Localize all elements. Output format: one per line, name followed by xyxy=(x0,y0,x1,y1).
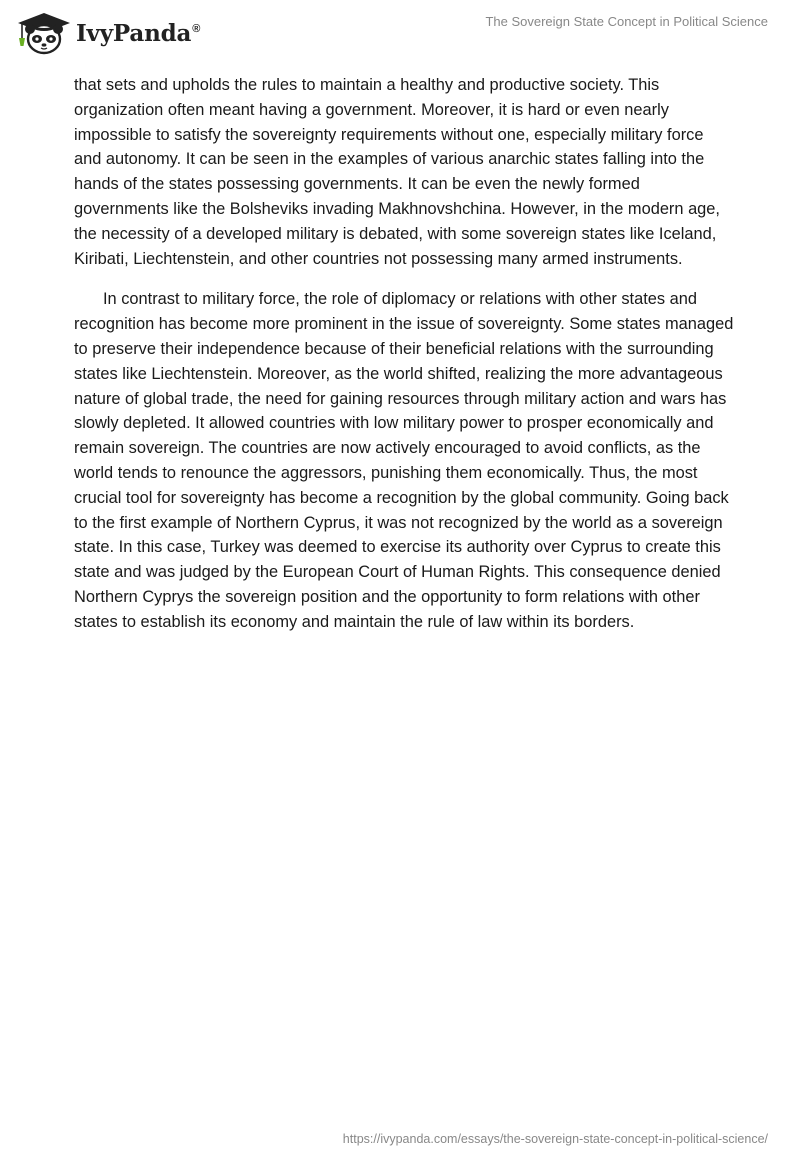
paragraph-1: that sets and upholds the rules to maintain a healthy and productive society. This organization often meant having a government. Moreover, it is hard or even nearly impossible to satisfy the sovereignty requirements without one, especially military force and autonomy. It can be seen in the examples of various anarchic states falling into the hands of the states possessing governments. It can be even the newly formed governments like the Bolsheviks invading Makhnovshchina. However, in the modern age, the necessity of a developed military is debated, with some sovereign states like Iceland, Kiribati, Liechtenstein, and other countries not possessing many armed instruments. xyxy=(74,76,720,268)
logo-text: IvyPanda® xyxy=(76,19,201,47)
panda-graduation-cap-icon xyxy=(14,8,70,56)
source-url[interactable]: https://ivypanda.com/essays/the-sovereign-state-concept-in-political-science/ xyxy=(342,1132,768,1146)
page-header xyxy=(0,0,800,60)
ivypanda-logo[interactable] xyxy=(14,8,200,56)
document-title: The Sovereign State Concept in Political Science xyxy=(485,14,768,29)
paragraph-2: In contrast to military force, the role of diplomacy or relations with other states and recognition has become more prominent in the issue of sovereignty. Some states managed to preserve their independence because of their beneficial relations with the surrounding states like Liechtenstein. Moreover, as the world shifted, realizing the more advantageous nature of global trade, the need for gaining resources through military action and wars has slowly depleted. It allowed countries with low military power to prosper economically and remain sovereign. The countries are now actively encouraged to avoid conflicts, as the world tends to renounce the aggressors, punishing them economically. Thus, the most crucial tool for sovereignty has become a recognition by the global community. Going back to the first example of Northern Cyprus, it was not recognized by the world as a sovereign state. In this case, Turkey was deemed to exercise its authority over Cyprus to create this state and was judged by the European Court of Human Rights. This consequence denied Northern Cyprys the sovereign position and the opportunity to form relations with other states to establish its economy and maintain the rule of law within its borders. xyxy=(74,290,734,631)
essay-body xyxy=(74,73,734,651)
registered-mark: ® xyxy=(192,22,201,35)
